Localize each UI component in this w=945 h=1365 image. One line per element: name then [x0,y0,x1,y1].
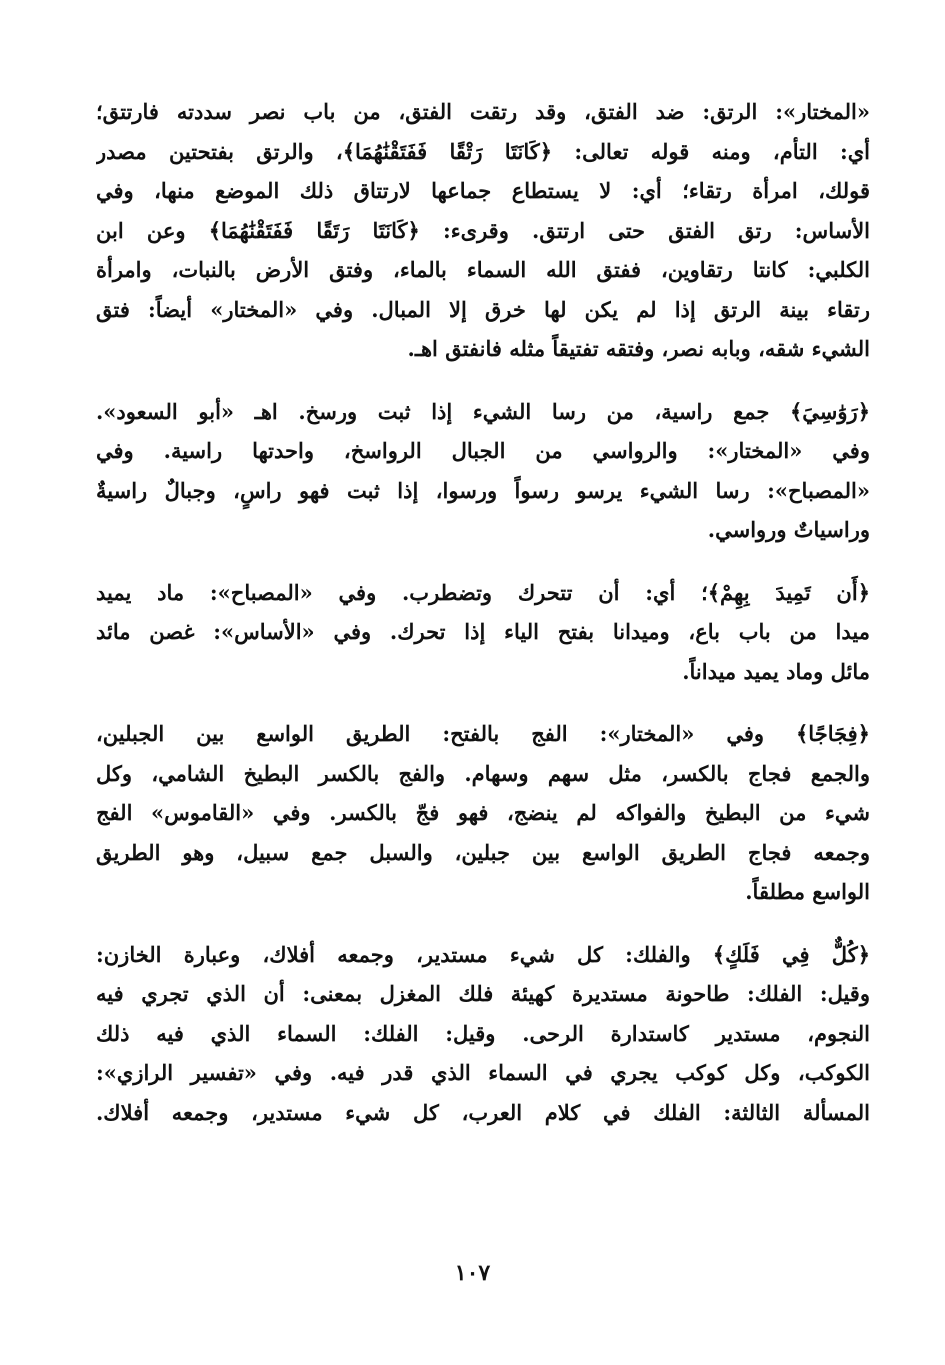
text-line: النجوم، مستدير كاستدارة الرحى. وقيل: الفلك: السماء الذي فيه ذلك [96,1020,870,1046]
text-line: والجمع فجاج بالكسر، مثل سهم وسهام. والفج بالكسر البطيخ الشامي، وكل [96,760,870,786]
text-line: قولك، امرأة رتقاء؛ أي: لا يستطاع جماعها لارتتاق ذلك الموضع منها، وفي [96,178,870,203]
text-line: مائل وماد يميد ميداناً. [682,658,870,684]
text-line: الشيء شقه، وبابه نصر، وفتقه تفتيقاً مثله فانفتق اهـ. [407,336,870,361]
text-line: وراسياتٌ ورواسي. [707,517,870,542]
page-body [96,92,870,1155]
text-line: الواسع مطلقاً. [745,879,870,904]
page-number: ١٠٧ [454,1260,491,1286]
text-line: ﴿أَن تَمِيدَ بِهِمْ﴾؛ أي: أن تتحرك وتضطرب. وفي «المصباح»: ماد يميد [96,579,870,605]
text-line: ﴿رَوَٰسِيَ﴾ جمع راسية، من رسا الشيء إذا ثبت ورسخ. اهـ «أبو السعود». [96,398,870,424]
paragraph-tamida [96,573,870,692]
text-line: أي: التأم، ومنه قوله تعالى: ﴿كَانَتَا رَتْقًا فَفَتَقْنَٰهُمَا﴾، والرتق بفتحتين مصدر [96,138,870,164]
paragraph-fijajan [96,714,870,912]
text-line: رتقاء بينة الرتق إذا لم يكن لها خرق إلا المبال. وفي «المختار» أيضاً: فتق [96,296,870,322]
text-line: ميدا من باب باع، وميدانا بفتح الياء إذا تحرك. وفي «الأساس»: غصن مائد [96,619,870,644]
text-line: الأساس: رتق الفتق حتى ارتتق. وقرىء: ﴿كَانَتَا رَتَقًا فَفَتَقْنَٰهُمَا﴾ وعن ابن [96,217,870,243]
text-line: وفي «المختار»: والرواسي من الجبال الرواسخ، واحدتها راسية. وفي [96,438,870,463]
text-line: وقيل: الفلك: طاحونة مستديرة كهيئة فلك المغزل بمعنى: أن الذي تجري فيه [96,981,870,1006]
paragraph-rawasi [96,392,870,550]
text-line: ﴿فِجَاجًا﴾ وفي «المختار»: الفج بالفتح: الطريق الواسع بين الجبلين، [96,721,870,746]
text-line: شيء من البطيخ والفواكه لم ينضج، فهو فجّ بالكسر. وفي «القاموس» الفج [96,800,870,825]
text-line: ﴿كُلٌّ فِي فَلَكٍ﴾ والفلك: كل شيء مستدير، وجمعه أفلاك، وعبارة الخازن: [96,941,870,967]
text-line: الكوكب، وكل كوكب يجري في السماء الذي قدر فيه. وفي «تفسير الرازي»: [96,1060,870,1085]
text-line: «المصباح»: رسا الشيء يرسو رسواً ورسوا، إذا ثبت فهو راسٍ، وجبالٌ راسيةٌ [96,477,870,503]
text-line: «المختار»: الرتق: ضد الفتق، وقد رتقت الفتق، من باب نصر سددته فارتتق؛ [96,99,870,124]
paragraph-falak [96,935,870,1133]
text-line: الكلبي: كانتا رتقاوين، ففتق الله السماء بالماء، وفتق الأرض بالنبات، وامرأة [96,257,870,282]
text-line: وجمعه فجاج الطريق الواسع بين جبلين، والسبل جمع سبيل، وهو الطريق [96,839,870,865]
text-line: المسألة الثالثة: الفلك في كلام العرب، كل شيء مستدير، وجمعه أفلاك. [96,1099,870,1125]
paragraph-ratq [96,92,870,369]
